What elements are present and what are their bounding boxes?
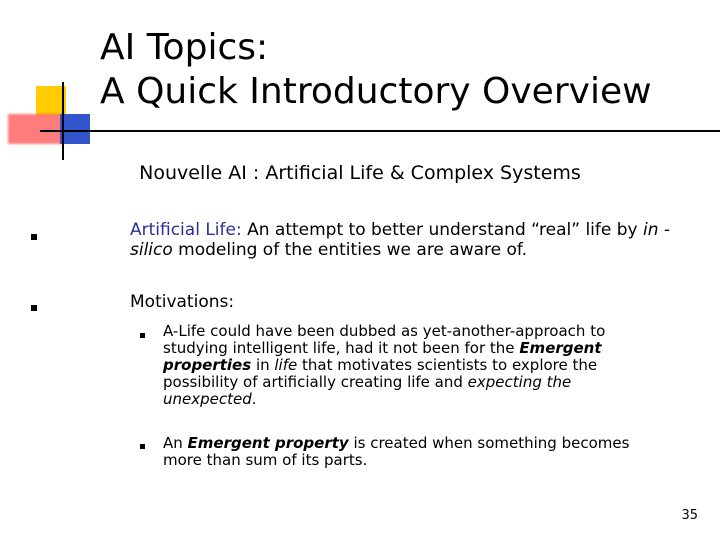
- bullet-text: modeling of the entities we are aware of.: [172, 240, 528, 260]
- sub-bullet-emergent-properties: [163, 323, 653, 408]
- emphasis-term: Emergent property: [187, 434, 349, 452]
- decor-vertical-line: [62, 82, 64, 160]
- title-line-2: A Quick Introductory Overview: [100, 71, 652, 112]
- italic-term: life: [274, 356, 298, 374]
- decor-red-square: [8, 114, 64, 144]
- bullet-marker: [31, 234, 37, 240]
- bullet-text: An attempt to better understand “real” life by: [241, 220, 643, 240]
- page-number: 35: [681, 508, 698, 523]
- sub-bullet-text: in: [251, 356, 275, 374]
- slide-title: [100, 26, 710, 114]
- emphasis-term: Emergent properties: [163, 339, 602, 374]
- italic-term: expecting the unexpected: [163, 373, 572, 408]
- title-divider-line: [40, 130, 720, 132]
- sub-bullet-text: is created when something becomes more than sum of its parts.: [163, 434, 630, 469]
- slide-subtitle: Nouvelle AI : Artificial Life & Complex Systems: [139, 162, 581, 184]
- sub-bullet-marker: [140, 333, 145, 338]
- sub-bullet-text: A-Life could have been dubbed as yet-another-approach to studying intelligent life, had it not been for the: [163, 322, 606, 357]
- decor-blue-square: [60, 114, 90, 144]
- sub-bullet-emergent-property: [163, 435, 663, 469]
- bullet-marker: [31, 305, 37, 311]
- sub-bullet-marker: [140, 444, 145, 449]
- bullet-motivations: [130, 292, 690, 312]
- bullet-artificial-life: [130, 220, 690, 260]
- sub-bullet-text: .: [251, 390, 257, 408]
- sub-bullet-text: that motivates scientists to explore the possibility of artificially creating life and: [163, 356, 598, 391]
- italic-term: in -silico: [130, 220, 671, 260]
- bullet-label: Artificial Life:: [130, 220, 242, 240]
- bullet-label: Motivations:: [130, 292, 235, 312]
- title-line-1: AI Topics:: [100, 27, 269, 68]
- sub-bullet-text: An: [163, 434, 188, 452]
